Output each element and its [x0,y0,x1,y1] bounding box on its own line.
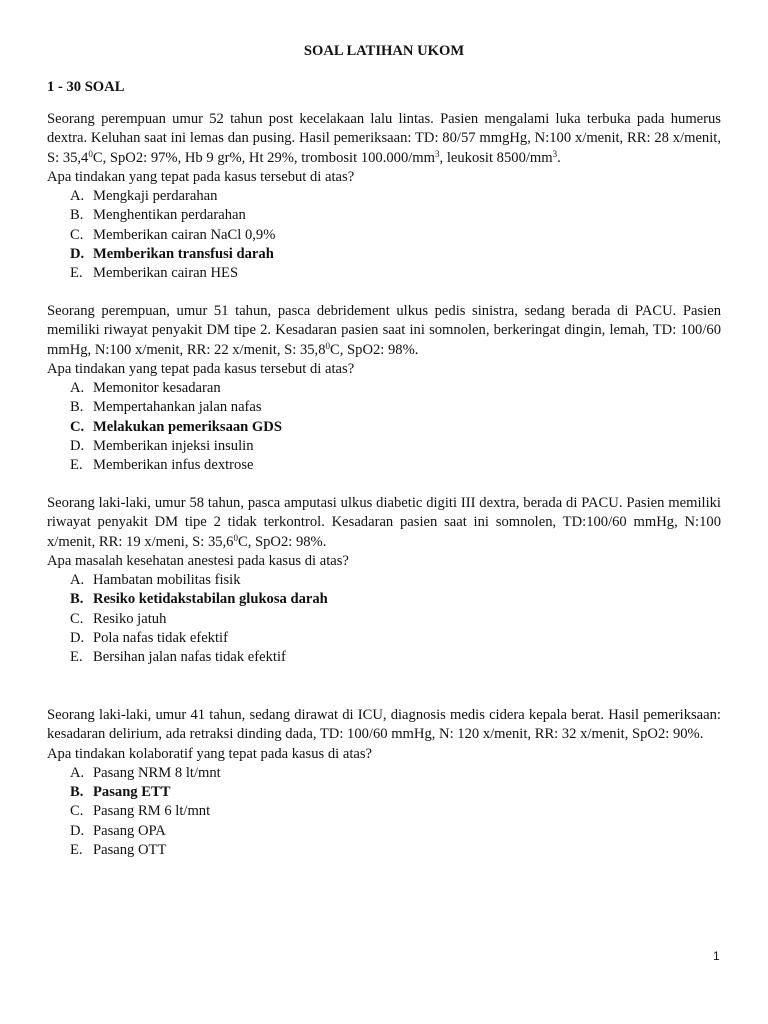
answer-option [70,822,721,841]
answer-option-correct [70,245,721,264]
question-stem [47,494,721,552]
option-text: Memberikan cairan HES [93,265,239,282]
answer-options [47,187,721,283]
answer-option [70,187,721,206]
option-text: Memberikan transfusi darah [93,246,274,263]
option-text: Pasang RM 6 lt/mnt [93,803,211,820]
option-letter: E. [70,649,83,666]
answer-option [70,437,721,456]
stem-text: C, SpO2: 98%. [330,341,419,358]
answer-option [70,379,721,398]
answer-option [70,610,721,629]
answer-option [70,456,721,475]
answer-option-correct [70,418,721,437]
option-text: Memonitor kesadaran [93,380,221,397]
question-block [47,110,721,284]
option-letter: C. [70,418,85,435]
option-letter: B. [70,399,84,416]
option-text: Pasang OPA [93,822,166,839]
option-text: Resiko ketidakstabilan glukosa darah [93,591,328,608]
option-letter: C. [70,610,84,627]
answer-option [70,841,721,860]
option-letter: C. [70,226,84,243]
answer-option-correct [70,783,721,802]
question-prompt: Apa masalah kesehatan anestesi pada kasus di atas? [47,552,349,569]
option-text: Pola nafas tidak efektif [93,630,228,647]
option-text: Memberikan injeksi insulin [93,438,254,455]
option-text: Mempertahankan jalan nafas [93,399,262,416]
option-text: Pasang NRM 8 lt/mnt [93,764,221,781]
option-text: Pasang ETT [93,784,171,801]
option-text: Memberikan cairan NaCl 0,9% [93,226,276,243]
option-text: Resiko jatuh [93,610,167,627]
option-letter: A. [70,188,85,205]
page-number: 1 [713,949,720,963]
answer-option [70,571,721,590]
question-prompt: Apa tindakan yang tepat pada kasus tersebut di atas? [47,360,355,377]
superscript: 0 [325,340,331,351]
answer-option [70,226,721,245]
section-heading: 1 - 30 SOAL [47,79,125,95]
option-text: Pasang OTT [93,842,167,859]
superscript: 3 [435,148,440,159]
stem-text: Seorang perempuan umur 52 tahun post kecelakaan lalu lintas. Pasien mengalami luka terbuka pada humerus dextra. Keluhan saat ini lemas dan pusing. Hasil pemeriksaan: TD: 80/57 mmgHg, N:100 x/menit, RR: 28 x/menit, S: 35,4 [47,111,721,166]
option-text: Mengkaji perdarahan [93,188,218,205]
answer-options [47,379,721,475]
option-letter: B. [70,784,84,801]
question-stem [47,706,721,745]
answer-option [70,398,721,417]
superscript: 3 [552,148,558,159]
stem-text: . [557,149,561,166]
answer-options [47,571,721,667]
stem-text: , leukosit 8500/mm [439,149,553,166]
answer-option [70,264,721,283]
option-letter: E. [70,457,83,474]
option-text: Bersihan jalan nafas tidak efektif [93,649,286,666]
document-title: SOAL LATIHAN UKOM [303,43,465,59]
answer-option [70,764,721,783]
stem-text: Seorang laki-laki, umur 58 tahun, pasca amputasi ulkus diabetic digiti III dextra, berada di PACU. Pasien memiliki riwayat penyakit DM tipe 2 tidak terkontrol. Kesadaran pasien saat ini somnolen, TD:100/60 mmHg, N:100 x/menit, RR: 19 x/meni, S: 35,6 [47,495,721,550]
question-prompt: Apa tindakan kolaboratif yang tepat pada kasus di atas? [47,745,373,762]
option-text: Menghentikan perdarahan [93,207,246,224]
answer-option [70,648,721,667]
superscript: 0 [88,148,93,159]
answer-option [70,629,721,648]
question-block [47,706,721,860]
question-block [47,494,721,668]
question-block [47,302,721,476]
option-letter: D. [70,246,85,263]
answer-option [70,802,721,821]
answer-option [70,206,721,225]
stem-text: C, SpO2: 97%, Hb 9 gr%, Ht 29%, trombosit 100.000/mm [92,149,436,166]
option-letter: C. [70,803,84,820]
stem-text: C, SpO2: 98%. [237,533,327,550]
question-stem [47,302,721,360]
superscript: 0 [233,532,238,543]
option-text: Memberikan infus dextrose [93,457,254,474]
option-letter: A. [70,764,85,781]
option-text: Hambatan mobilitas fisik [93,572,241,589]
option-letter: A. [70,572,85,589]
option-letter: B. [70,207,84,224]
question-stem [47,110,721,168]
option-letter: E. [70,842,83,859]
answer-options [47,764,721,860]
option-letter: D. [70,438,85,455]
option-letter: B. [70,591,84,608]
option-letter: D. [70,630,85,647]
option-text: Melakukan pemeriksaan GDS [93,418,282,435]
stem-text: Seorang perempuan, umur 51 tahun, pasca debridement ulkus pedis sinistra, sedang berada di PACU. Pasien memiliki riwayat penyakit DM tipe 2. Kesadaran pasien saat ini somnolen, berkeringat dingin, lemah, TD: 100/60 mmHg, N:100 x/menit, RR: 22 x/menit, S: 35,8 [47,303,721,358]
answer-option-correct [70,590,721,609]
stem-text: Seorang laki-laki, umur 41 tahun, sedang dirawat di ICU, diagnosis medis cidera kepala berat. Hasil pemeriksaan: kesadaran delirium, ada retraksi dinding dada, TD: 100/60 mmHg, N: 120 x/menit, RR: 32 x/menit, SpO2: 90%. [47,707,721,743]
option-letter: A. [70,380,85,397]
option-letter: D. [70,822,85,839]
question-prompt: Apa tindakan yang tepat pada kasus tersebut di atas? [47,168,355,185]
option-letter: E. [70,265,83,282]
